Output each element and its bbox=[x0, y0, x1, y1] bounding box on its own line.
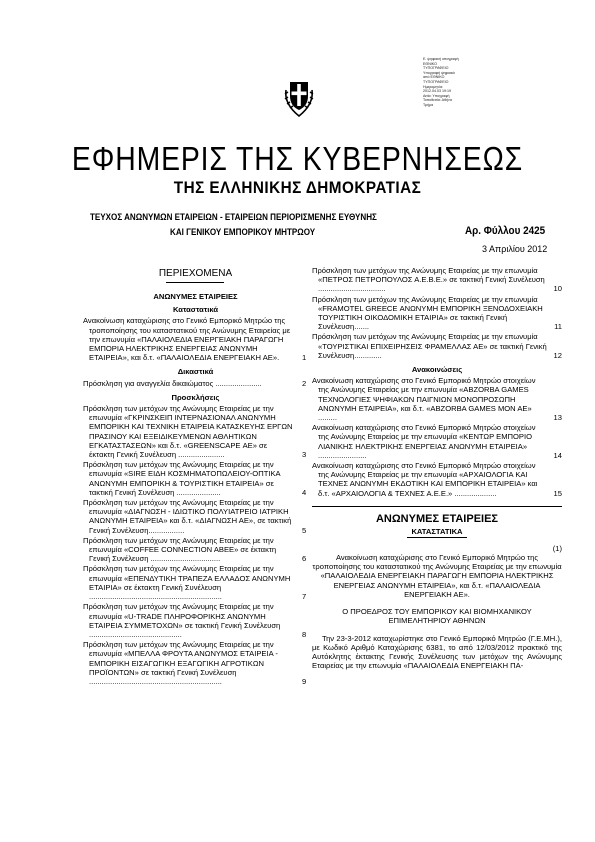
toc-entry[interactable]: Πρόσκληση των μετόχων της Ανώνυμης Εταιρείας με την επωνυμία «ΓΚΡΙΝΣΚΕΙΠ ΙΝΤΕΡΝΑΣΙΟΝΑΛ ΑΝΩΝΥΜΗ ΕΜΠΟΡΙΚΗ ΚΑΙ ΤΕΧΝΙΚΗ ΕΤΑΙΡΕΙΑ ΚΑΤΑΣΚΕΥΗΣ ΕΡΓΩΝ ΠΡΑΣΙΝΟΥ ΚΑΙ ΕΞΕΙΔΙΚΕΥΜΕΝΩΝ ΑΘΛΗΤΙΚΩΝ ΕΓΚΑΤΑΣΤΑΣΕΩΝ» και δ.τ. «GREENSCAPE ΑΕ» σε έκτακτη Γενική Συνέλευση ...................... 3 bbox=[83, 404, 307, 460]
article-body: Την 23-3-2012 καταχωρίστηκε στο Γενικό Εμπορικό Μητρώο (Γ.Ε.ΜΗ.), με Κωδικό Αριθμό Καταχώρισης 6381, το από 12/03/2012 πρακτικό της Αυτόκλητης έκτακτης Γενικής Συνέλευσης των μετόχων της Ανώνυμης Εταιρείας με την επωνυμία «ΠΑΛΑΙΟΛΕΔΙΑ ΕΝΕΡΓΕΙΑΚΗ ΠΑ- bbox=[312, 633, 562, 671]
stamp-line: 2012.04.03 19:19 bbox=[423, 89, 451, 94]
toc-entry[interactable]: Πρόσκληση των μετόχων της Ανώνυμης Εταιρείας με την επωνυμία «COFFEE CONNECTION ABEE» σε έκτακτη Γενική Συνέλευση ................................. 6 bbox=[83, 535, 307, 564]
toc-sub-anakoinwseis: Ανακοινώσεις bbox=[411, 365, 463, 375]
toc-entry[interactable]: Ανακοίνωση καταχώρισης στο Γενικό Εμπορικό Μητρώο στοιχείων της Ανώνυμης Εταιρείας με την επωνυμία «ΚΕΝΤΩΡ ΕΜΠΟΡΙΟ ΛΙΑΝΙΚΗΣ ΗΛΕΚΤΡΙΚΗΣ ΕΝΕΡΓΕΙΑΣ ΑΝΩΝΥΜΗ ΕΤΑΙΡΕΙΑ» ....................... 14 bbox=[312, 423, 562, 460]
stamp-line: Ε. ψηφιακή υπογραφή bbox=[423, 57, 459, 61]
toc-entry[interactable]: Πρόσκληση των μετόχων της Ανώνυμης Εταιρείας με την επωνυμία «ΕΠΕΝΔΥΤΙΚΗ ΤΡΑΠΕΖΑ ΕΛΛΑΔΟΣ ΑΝΩΝΥΜΗ ΕΤΑΙΡΙΑ» σε έκτακτη Γενική Συνέλευση ............................................................... 7 bbox=[83, 564, 307, 602]
toc-entry[interactable]: Πρόσκληση των μετόχων της Ανώνυμης Εταιρείας με την επωνυμία «U-TRADE ΠΛΗΡΟΦΟΡΙΚΗΣ ΑΝΩΝΥΜΗ ΕΤΑΙΡΕΙΑ ΣΥΜΜΕΤΟΧΩΝ» σε τακτική Γενική Συνέλευση ............................................ 8 bbox=[83, 602, 307, 639]
toc-entry[interactable]: Ανακοίνωση καταχώρισης στο Γενικό Εμπορικό Μητρώο της τροποποίησης του καταστατικού της Ανώνυμης Εταιρείας με την επωνυμία «ΠΑΛΑΙΟΛΕΔΙΑ ΕΝΕΡΓΕΙΑΚΗ ΠΑΡΑΓΩΓΗ ΕΜΠΟΡΙΑ ΗΛΕΚΤΡΙΚΗΣ ΕΝΕΡΓΕΙΑΣ ΑΝΩΝΥΜΗ ΕΤΑΙΡΕΙΑ», και δ.τ. «ΠΑΛΑΙΟΛΕΔΙΑ ΕΝΕΡΓΕΙΑΚΗ ΑΕ». 1 bbox=[83, 316, 307, 363]
toc-entry[interactable]: Πρόσκληση των μετόχων της Ανώνυμης Εταιρείας με την επωνυμία «ΔΙΑΓΝΩΣΗ - ΙΔΙΩΤΙΚΟ ΠΟΛΥΙΑΤΡΕΙΟ ΙΑΤΡΙΚΗ ΑΝΩΝΥΜΗ ΕΤΑΙΡΕΙΑ» και δ.τ. «ΔΙΑΓΝΩΣΗ ΑΕ», σε τακτική Γενική Συνέλευση................. 5 bbox=[83, 498, 307, 535]
toc-left-column bbox=[83, 292, 308, 686]
section-divider-rule bbox=[312, 506, 562, 507]
toc-title: ΠΕΡΙΕΧΟΜΕΝΑ bbox=[158, 268, 233, 279]
toc-entry[interactable]: Πρόσκληση των μετόχων της Ανώνυμης Εταιρείας με την επωνυμία «ΤΟΥΡΙΣΤΙΚΑΙ ΕΠΙΧΕΙΡΗΣΕΙΣ ΦΡΑΜΕΛΛΑΣ ΑΕ» σε τακτική Γενική Συνέλευση............. 12 bbox=[312, 332, 562, 360]
gazette-subtitle: ΤΗΣ ΕΛΛΗΝΙΚΗΣ ΔΗΜΟΚΡΑΤΙΑΣ bbox=[173, 178, 422, 197]
toc-entry[interactable]: Πρόσκληση των μετόχων της Ανώνυμης Εταιρείας με την επωνυμία «SIRE ΕΙΔΗ ΚΟΣΜΗΜΑΤΟΠΩΛΕΙΟΥ-ΟΠΤΙΚΑ ΑΝΩΝΥΜΗ ΕΜΠΟΡΙΚΗ & ΤΟΥΡΙΣΤΙΚΗ ΕΤΑΙΡΕΙΑ» σε τακτική Γενική Συνέλευση ..................... 4 bbox=[83, 460, 307, 497]
article-subsection-heading: ΚΑΤΑΣΤΑΤΙΚΑ bbox=[411, 526, 463, 536]
stamp-line: Ημερομηνία: bbox=[423, 84, 444, 89]
subsection-rule bbox=[407, 537, 467, 538]
toc-sub-proskliseis: Προσκλήσεις bbox=[171, 392, 220, 402]
stamp-line: ΤΥΠΟΓΡΑΦΕΙΟ bbox=[423, 66, 449, 71]
stamp-line: Αιτία: Υπογραφή bbox=[423, 93, 450, 98]
stamp-line: Τμήμα bbox=[423, 102, 434, 107]
article-heading: Ανακοίνωση καταχώρισης στο Γενικό Εμπορικό Μητρώο της τροποποίησης του καταστατικού της Ανώνυμης Εταιρείας με την επωνυμία «ΠΑΛΑΙΟΛΕΔΙΑ ΕΝΕΡΓΕΙΑΚΗ ΠΑΡΑΓΩΓΗ ΕΜΠΟΡΙΑ ΗΛΕΚΤΡΙΚΗΣ ΕΝΕΡΓΕΙΑΣ ΑΝΩΝΥΜΗ ΕΤΑΙΡΕΙΑ», και δ.τ. «ΠΑΛΑΙΟΛΕΔΙΑ ΕΝΕΡΓΕΙΑΚΗ ΑΕ». bbox=[312, 553, 562, 599]
toc-title-rule bbox=[166, 282, 224, 283]
gazette-title: ΕΦΗΜΕΡΙΣ ΤΗΣ ΚΥΒΕΡΝΗΣΕΩΣ bbox=[71, 140, 524, 177]
digital-signature-stamp bbox=[423, 57, 483, 108]
article-number: (1) bbox=[552, 543, 562, 553]
article-authority: Ο ΠΡΟΕΔΡΟΣ ΤΟΥ ΕΜΠΟΡΙΚΟΥ ΚΑΙ ΒΙΟΜΗΧΑΝΙΚΟΥ ΕΠΙΜΕΛΗΤΗΡΙΟΥ ΑΘΗΝΩΝ bbox=[342, 607, 532, 626]
sheet-number: Αρ. Φύλλου 2425 bbox=[465, 225, 546, 237]
toc-entry[interactable]: Πρόσκληση των μετόχων της Ανώνυμης Εταιρείας με την επωνυμία «FRAMOTEL GREECE ΑΝΩΝΥΜΗ ΕΜΠΟΡΙΚΗ ΞΕΝΟΔΟΧΕΙΑΚΗ ΤΟΥΡΙΣΤΙΚΗ ΟΙΚΟΔΟΜΙΚΗ ΕΤΑΙΡΙΑ» σε τακτική Γενική Συνέλευση....... 11 bbox=[312, 294, 562, 332]
toc-entry[interactable]: Ανακοίνωση καταχώρισης στο Γενικό Εμπορικό Μητρώο στοιχείων της Ανώνυμης Εταιρείας με την επωνυμία «ΑΡΧΑΙΟΛΟΓΙΑ ΚΑΙ ΤΕΧΝΕΣ ΑΝΩΝΥΜΗ ΕΚΔΟΤΙΚΗ ΚΑΙ ΕΜΠΟΡΙΚΗ ΕΤΑΙΡΕΙΑ» και δ.τ. «ΑΡΧΑΙΟΛΟΓΙΑ & ΤΕΧΝΕΣ Α.Ε.Ε.» .................... 15 bbox=[312, 461, 562, 498]
stamp-line: ΤΥΠΟΓΡΑΦΕΙΟ bbox=[423, 79, 449, 84]
issue-series-line-2: ΚΑΙ ΓΕΝΙΚΟΥ ΕΜΠΟΡΙΚΟΥ ΜΗΤΡΩΟΥ bbox=[170, 226, 316, 237]
toc-entry[interactable]: Πρόσκληση για αναγγελία δικαιώματος ...................... 2 bbox=[83, 378, 307, 388]
stamp-line: Υπογραφή ψηφιακά bbox=[423, 70, 455, 75]
article-section-heading: ΑΝΩΝΥΜΕΣ ΕΤΑΙΡΕΙΕΣ bbox=[375, 512, 499, 525]
stamp-line: από ΕΘΝΙΚΟ bbox=[423, 75, 445, 80]
toc-sub-dikastika: Δικαστικά bbox=[177, 367, 214, 377]
stamp-line: Τοποθεσία: Αθήνα bbox=[423, 98, 452, 103]
toc-section-anonymes: ΑΝΩΝΥΜΕΣ ΕΤΑΙΡΕΙΕΣ bbox=[153, 292, 238, 301]
toc-entry[interactable]: Πρόσκληση των μετόχων της Ανώνυμης Εταιρείας με την επωνυμία «ΠΕΤΡΟΣ ΠΕΤΡΟΠΟΥΛΟΣ Α.Ε.Β.Ε.» σε τακτική Γενική Συνέλευση ................................ 10 bbox=[312, 266, 562, 294]
toc-entry[interactable]: Ανακοίνωση καταχώρισης στο Γενικό Εμπορικό Μητρώο στοιχείων της Ανώνυμης Εταιρείας με την επωνυμία «ABZORBA GAMES ΤΕΧΝΟΛΟΓΙΕΣ ΨΗΦΙΑΚΩΝ ΠΑΙΓΝΙΩΝ ΜΟΝΟΠΡΟΣΩΠΗ ΑΝΩΝΥΜΗ ΕΤΑΙΡΕΙΑ», και δ.τ. «ABZORBA GAMES MON AE» ......... 13 bbox=[312, 376, 562, 423]
toc-right-column bbox=[312, 266, 562, 670]
stamp-line: ΕΘΝΙΚΟ bbox=[423, 61, 437, 66]
toc-entry[interactable]: Πρόσκληση των μετόχων της Ανώνυμης Εταιρείας με την επωνυμία «ΜΠΕΛΛΑ ΦΡΟΥΤΑ ΑΝΩΝΥΜΟΣ ΕΤΑΙΡΕΙΑ - ΕΜΠΟΡΙΚΗ ΕΙΣΑΓΩΓΙΚΗ ΕΞΑΓΩΓΙΚΗ ΑΓΡΟΤΙΚΩΝ ΠΡΟΪΟΝΤΩΝ» σε τακτική Γενική Συνέλευση ............................................................... 9 bbox=[83, 640, 307, 686]
issue-date: 3 Απριλίου 2012 bbox=[482, 244, 548, 254]
greek-coat-of-arms-emblem bbox=[282, 78, 316, 118]
issue-series-line-1: ΤΕΥΧΟΣ ΑΝΩΝΥΜΩΝ ΕΤΑΙΡΕΙΩΝ - ΕΤΑΙΡΕΙΩΝ ΠΕΡΙΟΡΙΣΜΕΝΗΣ ΕΥΘΥΝΗΣ bbox=[90, 211, 377, 222]
toc-sub-katastatika: Καταστατικά bbox=[172, 305, 218, 315]
